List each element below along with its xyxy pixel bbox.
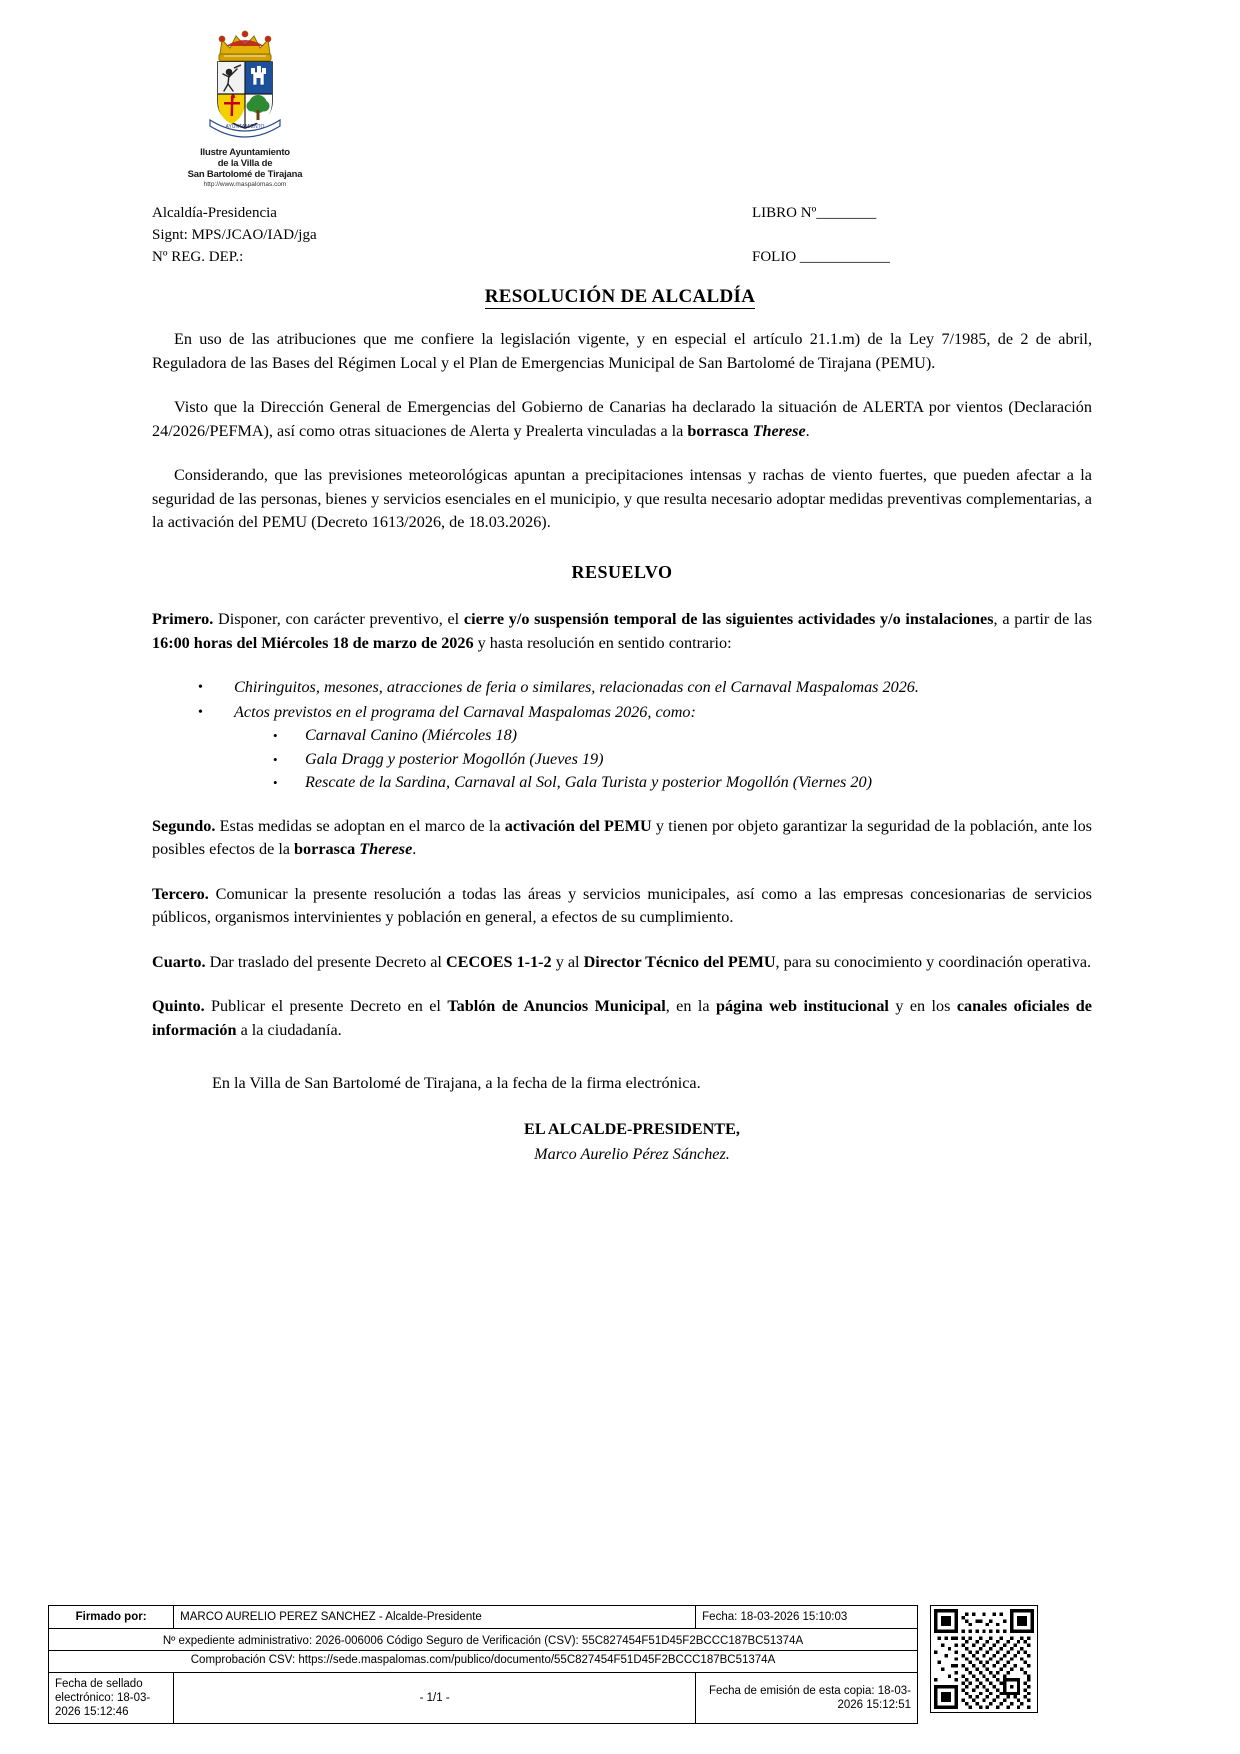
header-meta-right: [752, 202, 890, 268]
clause-segundo-label: Segundo.: [152, 816, 216, 835]
signature-name: Marco Aurelio Pérez Sánchez.: [534, 1145, 730, 1163]
clause-segundo-t2: y tienen por objeto garantizar la seguridad de la población, ante los posibles efectos de la: [152, 816, 1092, 858]
alert-text-borrasca: borrasca: [687, 421, 753, 440]
logo-url: http://www.maspalomas.com: [203, 181, 287, 188]
clause-segundo-t1: Estas medidas se adoptan en el marco de la: [215, 816, 505, 835]
list-item-text: Rescate de la Sardina, Carnaval al Sol, Gala Turista y posterior Mogollón (Viernes 20): [305, 773, 872, 791]
alert-text-a: Visto que la Dirección General de Emergencias del Gobierno de Canarias ha declarado la situación de ALERTA por vientos (Declaración 24/2026/PEFMA), así como otras situaciones de Alerta y Prealerta vinculadas a la: [152, 398, 1092, 440]
clause-quinto: [152, 995, 1092, 1042]
table-row: [49, 1606, 918, 1629]
clause-tercero-text: Comunicar la presente resolución a todas las áreas y servicios municipales, así como a las empresas concesionarias de servicios públicos, organismos intervinientes y población en general, a efectos de su cumplimiento.: [152, 884, 1092, 926]
clause-primero-t2: , a partir de las: [993, 610, 1092, 628]
reg-dep-label: Nº REG. DEP.:: [152, 249, 244, 265]
coat-of-arms-icon: [200, 24, 290, 144]
clause-primero-b2: 16:00 horas del Miércoles 18 de marzo de 2026: [152, 633, 474, 652]
list-item-text: Actos previstos en el programa del Carnaval Maspalomas 2026, como:: [234, 702, 696, 721]
closing-statement: En la Villa de San Bartolomé de Tirajana, a la fecha de la firma electrónica.: [212, 1074, 701, 1092]
csv-verification-url[interactable]: Comprobación CSV: https://sede.maspalomas.com/publico/documento/55C827454F51D45F2BCCC187BC51374A: [49, 1651, 918, 1673]
clause-cuarto-b2: Director Técnico del PEMU: [583, 952, 776, 971]
resuelvo-heading: RESUELVO: [571, 561, 673, 582]
clause-segundo-t3: .: [412, 840, 417, 858]
list-item: [190, 676, 1092, 700]
page-title: [0, 286, 1240, 308]
list-item: [190, 701, 1092, 795]
clause-cuarto-b1: CECOES 1-1-2: [445, 952, 552, 971]
clause-primero-b1: cierre y/o suspensión temporal de las siguientes actividades y/o instalaciones: [463, 610, 994, 628]
suspended-activities-list: [152, 676, 1092, 795]
list-item: [267, 724, 1092, 748]
alert-text-period: .: [805, 421, 810, 440]
table-row: [49, 1651, 918, 1673]
emission-date: Fecha de emisión de esta copia: 18-03-2026 15:12:51: [696, 1673, 918, 1724]
clause-primero: [152, 608, 1092, 655]
clause-quinto-t3: y en los: [888, 997, 957, 1015]
institution-logo: [150, 24, 340, 188]
logo-caption-line2: de la Villa de: [217, 158, 273, 169]
paragraph-legal-basis-text: En uso de las atribuciones que me confiere la legislación vigente, y en especial el artículo 21.1.m) de la Ley 7/1985, de 2 de abril, Reguladora de las Bases del Régimen Local y el Plan de Emergencias Municipal de San Bartolomé de Tirajana (PEMU).: [152, 330, 1092, 372]
clause-tercero: [152, 883, 1092, 930]
paragraph-alert-declaration: [152, 396, 1092, 443]
list-item-text: Gala Dragg y posterior Mogollón (Jueves 19): [305, 749, 604, 768]
clause-quinto-b3: canales oficiales de información: [152, 997, 1092, 1039]
signature-role: EL ALCALDE-PRESIDENTE,: [524, 1119, 740, 1138]
list-item: [267, 748, 1092, 772]
clause-quinto-b2: página web institucional: [715, 997, 889, 1015]
table-row: [49, 1673, 918, 1724]
clause-quinto-t2: , en la: [665, 997, 716, 1015]
expediente-csv: Nº expediente administrativo: 2026-006006 Código Seguro de Verificación (CSV): 55C827454F51D45F2BCCC187BC51374A: [49, 1629, 918, 1651]
logo-caption: [150, 147, 340, 180]
clause-quinto-t4: a la ciudadanía.: [236, 1020, 342, 1039]
clause-quinto-b1: Tablón de Anuncios Municipal: [447, 997, 666, 1015]
clause-cuarto-t2: y al: [551, 952, 584, 971]
page-title-text: RESOLUCIÓN DE ALCALDÍA: [484, 286, 756, 307]
footer-table: [48, 1605, 918, 1724]
page-number: - 1/1 -: [174, 1673, 696, 1724]
office-label: Alcaldía-Presidencia: [152, 205, 277, 221]
signed-date: Fecha: 18-03-2026 15:10:03: [696, 1606, 918, 1629]
paragraph-considerations: [152, 464, 1092, 535]
logo-caption-line1: Ilustre Ayuntamiento: [200, 147, 290, 158]
clause-segundo: [152, 815, 1092, 862]
folio-field: FOLIO ____________: [752, 249, 890, 265]
paragraph-legal-basis: [152, 328, 1092, 375]
clause-segundo-b1: activación del PEMU: [504, 816, 652, 835]
signer-name: MARCO AURELIO PEREZ SANCHEZ - Alcalde-Presidente: [174, 1606, 696, 1629]
logo-caption-line3: San Bartolomé de Tirajana: [187, 169, 303, 180]
list-item-text: Carnaval Canino (Miércoles 18): [305, 726, 518, 744]
clause-quinto-t1: Publicar el presente Decreto en el: [204, 997, 448, 1015]
paragraph-considerations-text: Considerando, que las previsiones meteorológicas apuntan a precipitaciones intensas y rachas de viento fuertes, que pueden afectar a la seguridad de las personas, bienes y servicios esenciales en el municipio, y que resulta necesario adoptar medidas preventivas complementarias, a la activación del PEMU (Decreto 1613/2026, de 18.03.2026).: [152, 466, 1092, 531]
header-meta-left: [152, 202, 317, 268]
list-item: [267, 771, 1092, 795]
clause-cuarto: [152, 951, 1092, 975]
clause-segundo-b2: borrasca: [294, 840, 360, 858]
clause-cuarto-label: Cuarto.: [152, 952, 206, 971]
signt-label: Signt: MPS/JCAO/IAD/jga: [152, 227, 317, 243]
clause-segundo-storm-name: Therese: [359, 840, 413, 858]
clause-cuarto-t3: , para su conocimiento y coordinación operativa.: [775, 952, 1092, 971]
libro-field: LIBRO Nº________: [752, 205, 877, 221]
clause-cuarto-t1: Dar traslado del presente Decreto al: [205, 952, 446, 971]
clause-quinto-label: Quinto.: [152, 997, 205, 1015]
table-row: [49, 1629, 918, 1651]
qr-code-icon: [930, 1605, 1038, 1713]
carnival-events-sublist: [234, 724, 1092, 795]
alert-text-storm-name: Therese: [752, 421, 806, 440]
clause-primero-t1: Disponer, con carácter preventivo, el: [213, 610, 464, 628]
signed-by-label: Firmado por:: [49, 1606, 174, 1629]
stamp-date: Fecha de sellado electrónico: 18-03-2026 15:12:46: [49, 1673, 174, 1724]
clause-primero-label: Primero.: [152, 610, 214, 628]
document-body: [152, 328, 1092, 1167]
svg-text:AYUNTAMIENTO: AYUNTAMIENTO: [225, 124, 265, 130]
list-item-text: Chiringuitos, mesones, atracciones de feria o similares, relacionadas con el Carnaval Maspalomas 2026.: [234, 678, 919, 696]
clause-tercero-label: Tercero.: [152, 884, 209, 903]
clause-primero-t3: y hasta resolución en sentido contrario:: [473, 633, 732, 652]
